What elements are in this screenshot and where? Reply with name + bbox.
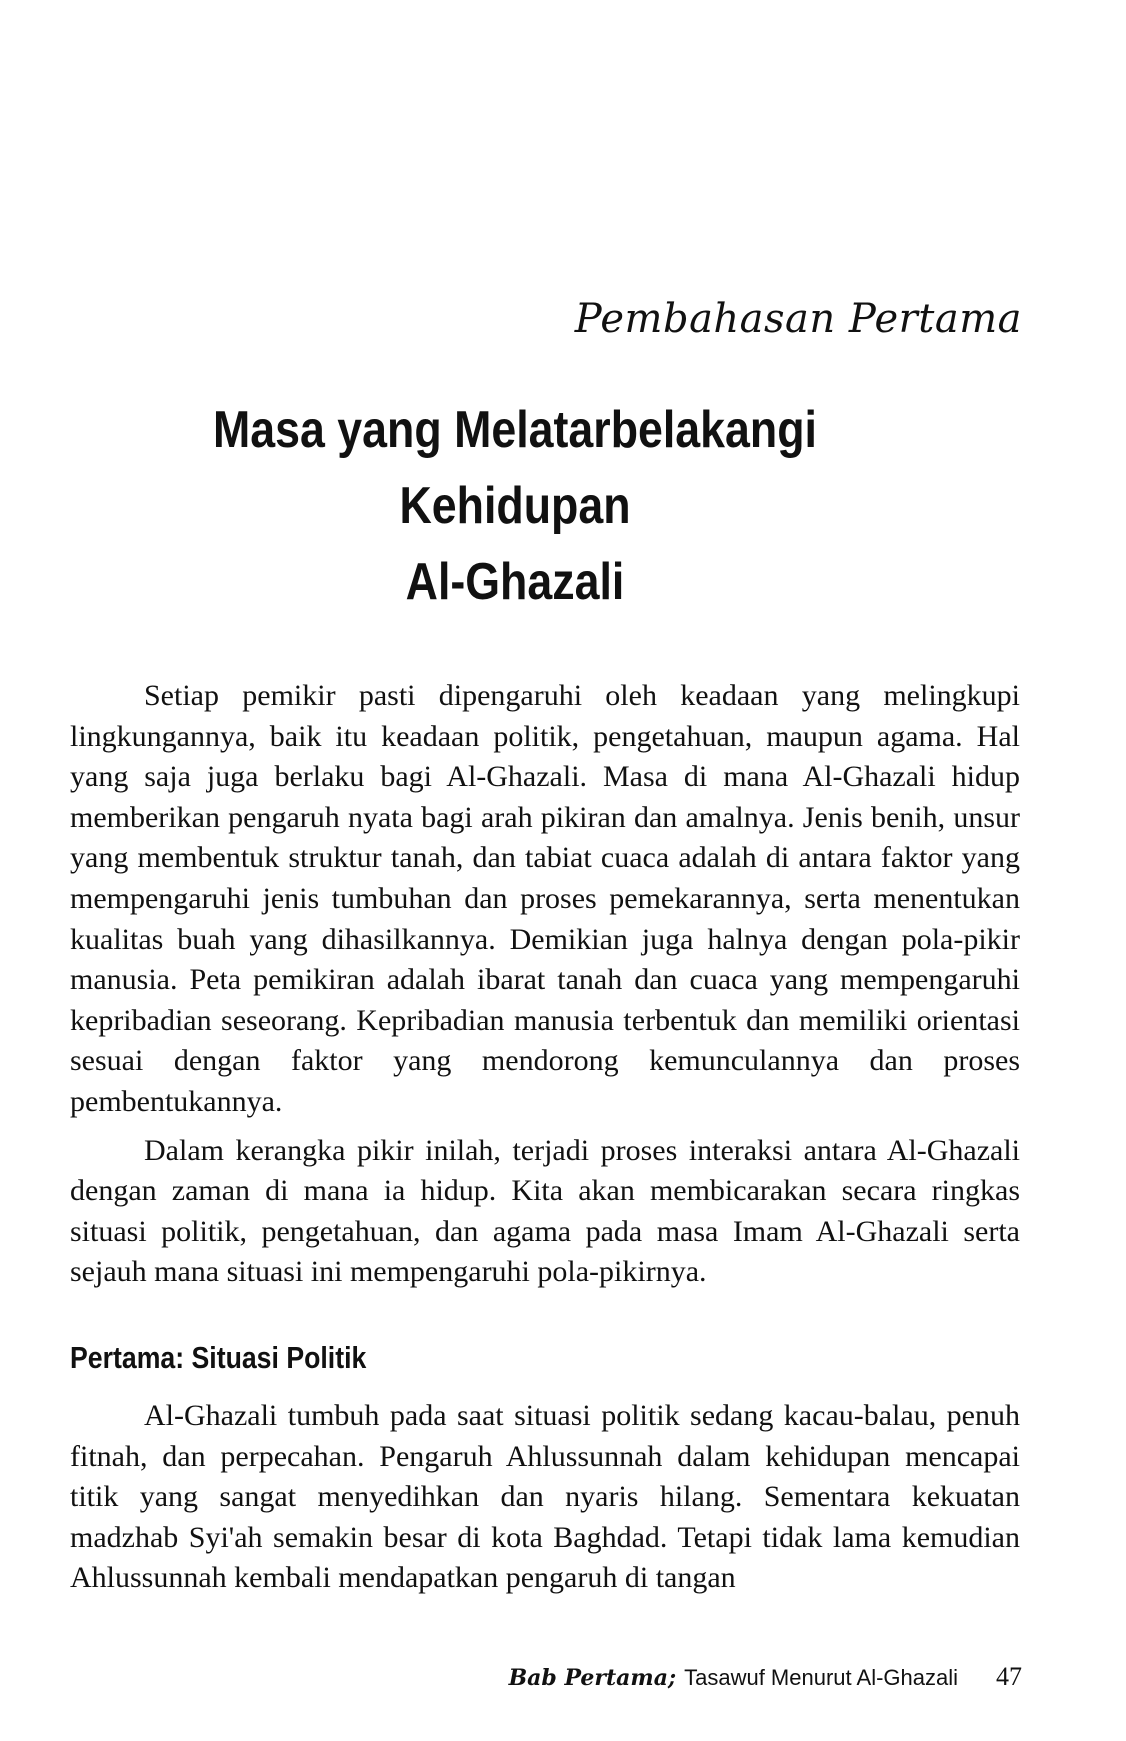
- chapter-label: Pembahasan Pertama: [574, 296, 1022, 342]
- paragraph: Setiap pemikir pasti dipengaruhi oleh keadaan yang melingkupi lingkungannya, baik itu keadaan politik, pengetahuan, maupun agama. Hal yang saja juga berlaku bagi Al-Ghazali. Masa di mana Al-Ghazali hidup memberikan pengaruh nyata bagi arah pikiran dan amalnya. Jenis benih, unsur yang membentuk struktur tanah, dan tabiat cuaca adalah di antara faktor yang mempengaruhi jenis tumbuhan dan proses pemekarannya, serta menentukan kualitas buah yang dihasilkannya. Demikian juga halnya dengan pola-pikir manusia. Peta pemikiran adalah ibarat tanah dan cuaca yang mempengaruhi kepribadian seseorang. Kepribadian manusia terbentuk dan memiliki orientasi sesuai dengan faktor yang mendorong kemunculannya dan proses pembentukannya.: [70, 679, 1020, 1118]
- chapter-title-line-1: Masa yang Melatarbelakangi Kehidupan: [213, 401, 817, 535]
- page-footer: [509, 1662, 1022, 1692]
- intro-body-text: [70, 676, 1020, 1293]
- paragraph: Dalam kerangka pikir inilah, terjadi proses interaksi antara Al-Ghazali dengan zaman di mana ia hidup. Kita akan membicarakan secara ringkas situasi politik, pengetahuan, dan agama pada masa Imam Al-Ghazali serta sejauh mana situasi ini mempengaruhi pola-pikirnya.: [70, 1133, 1020, 1289]
- paragraph: Al-Ghazali tumbuh pada saat situasi politik sedang kacau-balau, penuh fitnah, dan perpecahan. Pengaruh Ahlussunnah dalam kehidupan mencapai titik yang sangat menyedihkan dan nyaris hilang. Sementara kekuatan madzhab Syi'ah semakin besar di kota Baghdad. Tetapi tidak lama kemudian Ahlussunnah kembali mendapatkan pengaruh di tangan: [70, 1399, 1020, 1595]
- section-heading: Pertama: Situasi Politik: [70, 1340, 367, 1375]
- chapter-title-line-2: Al-Ghazali: [405, 553, 625, 611]
- section-body-text: [70, 1396, 1020, 1599]
- chapter-title: [124, 392, 907, 620]
- footer-book-part: Bab Pertama;: [508, 1665, 677, 1691]
- footer-book-title: Tasawuf Menurut Al-Ghazali: [684, 1665, 958, 1690]
- page-number: 47: [996, 1662, 1022, 1691]
